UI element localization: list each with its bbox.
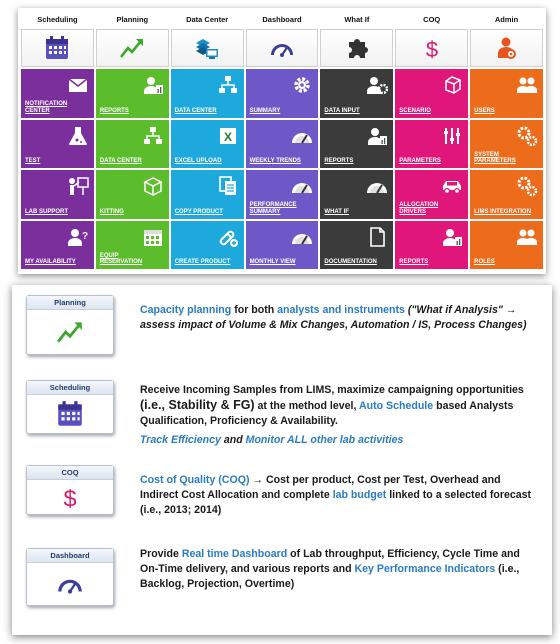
user-question-icon	[67, 226, 89, 248]
calendar-icon	[55, 399, 85, 429]
tile-label: NOTIFICATION CENTER	[25, 101, 68, 114]
link-add-icon	[217, 226, 239, 248]
mail-icon	[67, 74, 89, 96]
tile-label: SUMMARY	[249, 107, 281, 114]
tile-documentation[interactable]	[320, 221, 393, 270]
puzzle-icon	[343, 34, 371, 62]
coq-text-2: linked to a selected forecast (i.e., 2013; 2014)	[140, 489, 532, 516]
tile-lab-support[interactable]	[21, 170, 94, 219]
feature-summary-panel	[12, 285, 552, 635]
report-user-icon	[441, 226, 463, 248]
header-dashboard: Dashboard	[262, 15, 302, 24]
tile-weekly-trends[interactable]	[246, 120, 319, 169]
coq-module-button[interactable]	[395, 29, 468, 67]
svg-text:$: $	[63, 485, 77, 512]
user-gear-icon	[366, 74, 388, 96]
excel-icon	[217, 125, 239, 147]
users-icon	[516, 74, 538, 96]
coq-text-1: → Cost per product, Cost per Test, Overhead and Indirect Cost Allocation and complete	[140, 474, 501, 501]
tile-my-availability[interactable]	[21, 221, 94, 270]
dashboard-card	[26, 548, 114, 606]
gauge-icon	[291, 226, 313, 248]
scheduling-text-1: Receive Incoming Samples from LIMS, maximize campaigning opportunities	[140, 384, 524, 396]
scheduling-module-button[interactable]	[21, 29, 94, 67]
svg-text:X: X	[223, 129, 232, 144]
tile-monthly-view[interactable]	[246, 221, 319, 270]
dashboard-highlight-2: Key Performance Indicators	[354, 563, 496, 575]
planning-card-title: Planning	[27, 296, 113, 310]
svg-text:$: $	[425, 37, 438, 62]
coq-highlight-1: Cost of Quality (COQ)	[140, 474, 250, 486]
tile-lims-integration[interactable]	[470, 170, 543, 219]
header-what-if: What If	[344, 15, 370, 24]
planning-description	[140, 303, 532, 333]
tile-label: TEST	[25, 158, 41, 165]
tile-notification-center[interactable]	[21, 69, 94, 118]
module-tiles	[21, 69, 543, 269]
tile-data-center[interactable]	[96, 120, 169, 169]
dashboard-text-1: Provide	[140, 548, 182, 560]
scheduling-emphasis: (i.e., Stability & FG)	[140, 398, 255, 412]
trend-arrow-icon	[55, 317, 85, 347]
tile-reports[interactable]	[395, 221, 468, 270]
tile-label: MY AVAILABILITY	[25, 259, 76, 266]
planning-lead-text: Capacity planning	[140, 304, 232, 316]
coq-highlight-2: lab budget	[332, 489, 387, 501]
dollar-icon	[55, 482, 85, 512]
tile-test[interactable]	[21, 120, 94, 169]
tile-label: SCENARIO	[399, 107, 431, 114]
planning-text-2: ("What if Analysis" → assess impact of Volume & Mix Changes, Automation / IS, Process Changes)	[140, 304, 527, 331]
gauge-icon	[291, 125, 313, 147]
users-icon	[516, 226, 538, 248]
scheduling-text-3: based Analysts Qualification, Proficiency & Availability.	[140, 400, 514, 427]
tile-reports[interactable]	[96, 69, 169, 118]
module-headers	[21, 11, 543, 29]
calendar-icon	[142, 226, 164, 248]
header-coq: COQ	[423, 15, 441, 24]
tile-label: WEEKLY TRENDS	[249, 158, 301, 165]
svg-text:?: ?	[81, 230, 88, 242]
trend-arrow-icon	[118, 34, 146, 62]
tile-performance-summary[interactable]	[246, 170, 319, 219]
tile-label: PERFORMANCE SUMMARY	[249, 202, 297, 215]
header-data-center: Data Center	[186, 15, 229, 24]
gauge-icon	[55, 569, 85, 599]
gauge-icon	[291, 175, 313, 197]
tile-label: COPY PRODUCT	[174, 208, 223, 215]
tile-kitting[interactable]	[96, 170, 169, 219]
tile-parameters[interactable]	[395, 120, 468, 169]
tile-label: PARAMETERS	[399, 158, 441, 165]
copy-icon	[217, 175, 239, 197]
dashboard-card-title: Dashboard	[27, 549, 113, 563]
tile-label: DOCUMENTATION	[324, 259, 377, 266]
tile-label: REPORTS	[399, 259, 429, 266]
tile-label: CREATE PRODUCT	[174, 259, 231, 266]
flask-icon	[67, 125, 89, 147]
dashboard-text-2: of Lab throughput, Efficiency, Cycle Time and On-Time delivery, and various reports and	[140, 548, 520, 575]
tile-reports[interactable]	[320, 120, 393, 169]
scheduling-highlight-3: Monitor ALL other lab activities	[245, 434, 404, 446]
tile-users[interactable]	[470, 69, 543, 118]
gauge-icon	[268, 34, 296, 62]
tile-label: WHAT IF	[324, 208, 349, 215]
what-if-module-button[interactable]	[320, 29, 393, 67]
org-chart-icon	[217, 74, 239, 96]
planning-text-1: for both	[231, 304, 278, 316]
admin-user-gear-icon	[493, 34, 521, 62]
scheduling-description	[140, 383, 532, 448]
tile-create-product[interactable]	[171, 221, 244, 270]
scheduling-highlight-2: Track Efficiency	[140, 434, 221, 446]
gauge-icon	[366, 175, 388, 197]
tile-label: SYSTEM PARAMETERS	[474, 151, 516, 165]
gear-icon	[291, 74, 313, 96]
tile-label: ROLES	[474, 259, 495, 266]
dashboard-highlight-1: Real time Dashboard	[181, 548, 288, 560]
org-chart-icon	[142, 125, 164, 147]
coq-card	[26, 465, 114, 515]
tile-label: ALLOCATION DRIVERS	[399, 202, 439, 215]
tile-label: REPORTS	[99, 107, 129, 114]
car-icon	[441, 175, 463, 197]
tile-scenario[interactable]	[395, 69, 468, 118]
planning-card	[26, 295, 114, 355]
header-scheduling: Scheduling	[37, 15, 78, 24]
cube-icon	[441, 74, 463, 96]
report-user-icon	[366, 125, 388, 147]
tile-label: USERS	[474, 107, 495, 114]
box-icon	[142, 175, 164, 197]
dollar-icon	[418, 34, 446, 62]
tile-copy-product[interactable]	[171, 170, 244, 219]
server-stack-icon	[193, 34, 221, 62]
tile-excel-upload[interactable]	[171, 120, 244, 169]
document-icon	[366, 226, 388, 248]
header-admin: Admin	[494, 15, 519, 24]
scheduling-text-2: at the method level,	[254, 400, 359, 412]
tile-label: LAB SUPPORT	[25, 208, 69, 215]
gears-icon	[516, 175, 538, 197]
tile-label: KITTING	[99, 208, 124, 215]
tile-allocation-drivers[interactable]	[395, 170, 468, 219]
presenter-icon	[67, 175, 89, 197]
planning-module-button[interactable]	[96, 29, 169, 67]
tile-system-parameters[interactable]	[470, 120, 543, 169]
data-center-module-button[interactable]	[171, 29, 244, 67]
calendar-icon	[43, 34, 71, 62]
tile-label: EXCEL UPLOAD	[174, 158, 222, 165]
scheduling-card-title: Scheduling	[27, 381, 113, 395]
tile-equip-reservation[interactable]	[96, 221, 169, 270]
module-icon-row	[21, 29, 543, 67]
report-user-icon	[142, 74, 164, 96]
tile-summary[interactable]	[246, 69, 319, 118]
tile-label: REPORTS	[324, 158, 354, 165]
tile-data-input[interactable]	[320, 69, 393, 118]
tile-label: DATA CENTER	[174, 107, 217, 114]
scheduling-highlight-1: Auto Schedule	[358, 400, 434, 412]
scheduling-card	[26, 380, 114, 434]
dashboard-module-button[interactable]	[246, 29, 319, 67]
header-planning: Planning	[116, 15, 149, 24]
tile-roles[interactable]	[470, 221, 543, 270]
dashboard-description	[140, 547, 532, 592]
module-grid-panel	[18, 8, 546, 274]
gears-icon	[516, 125, 538, 147]
tile-data-center[interactable]	[171, 69, 244, 118]
tile-label: EQUIP RESERVATION	[99, 252, 143, 266]
coq-description	[140, 473, 532, 518]
tile-label: DATA INPUT	[324, 107, 360, 114]
planning-highlight-1: analysts and instruments	[277, 304, 405, 316]
scheduling-text-4: and	[220, 434, 246, 446]
coq-card-title: COQ	[27, 466, 113, 480]
tile-label: MONTHLY VIEW	[249, 259, 296, 266]
tile-label: LIMS INTEGRATION	[474, 208, 532, 215]
admin-module-button[interactable]	[470, 29, 543, 67]
dashboard-text-3: (i.e., Backlog, Projection, Overtime)	[140, 563, 520, 590]
sliders-icon	[441, 125, 463, 147]
tile-label: DATA CENTER	[99, 158, 142, 165]
tile-what-if[interactable]	[320, 170, 393, 219]
